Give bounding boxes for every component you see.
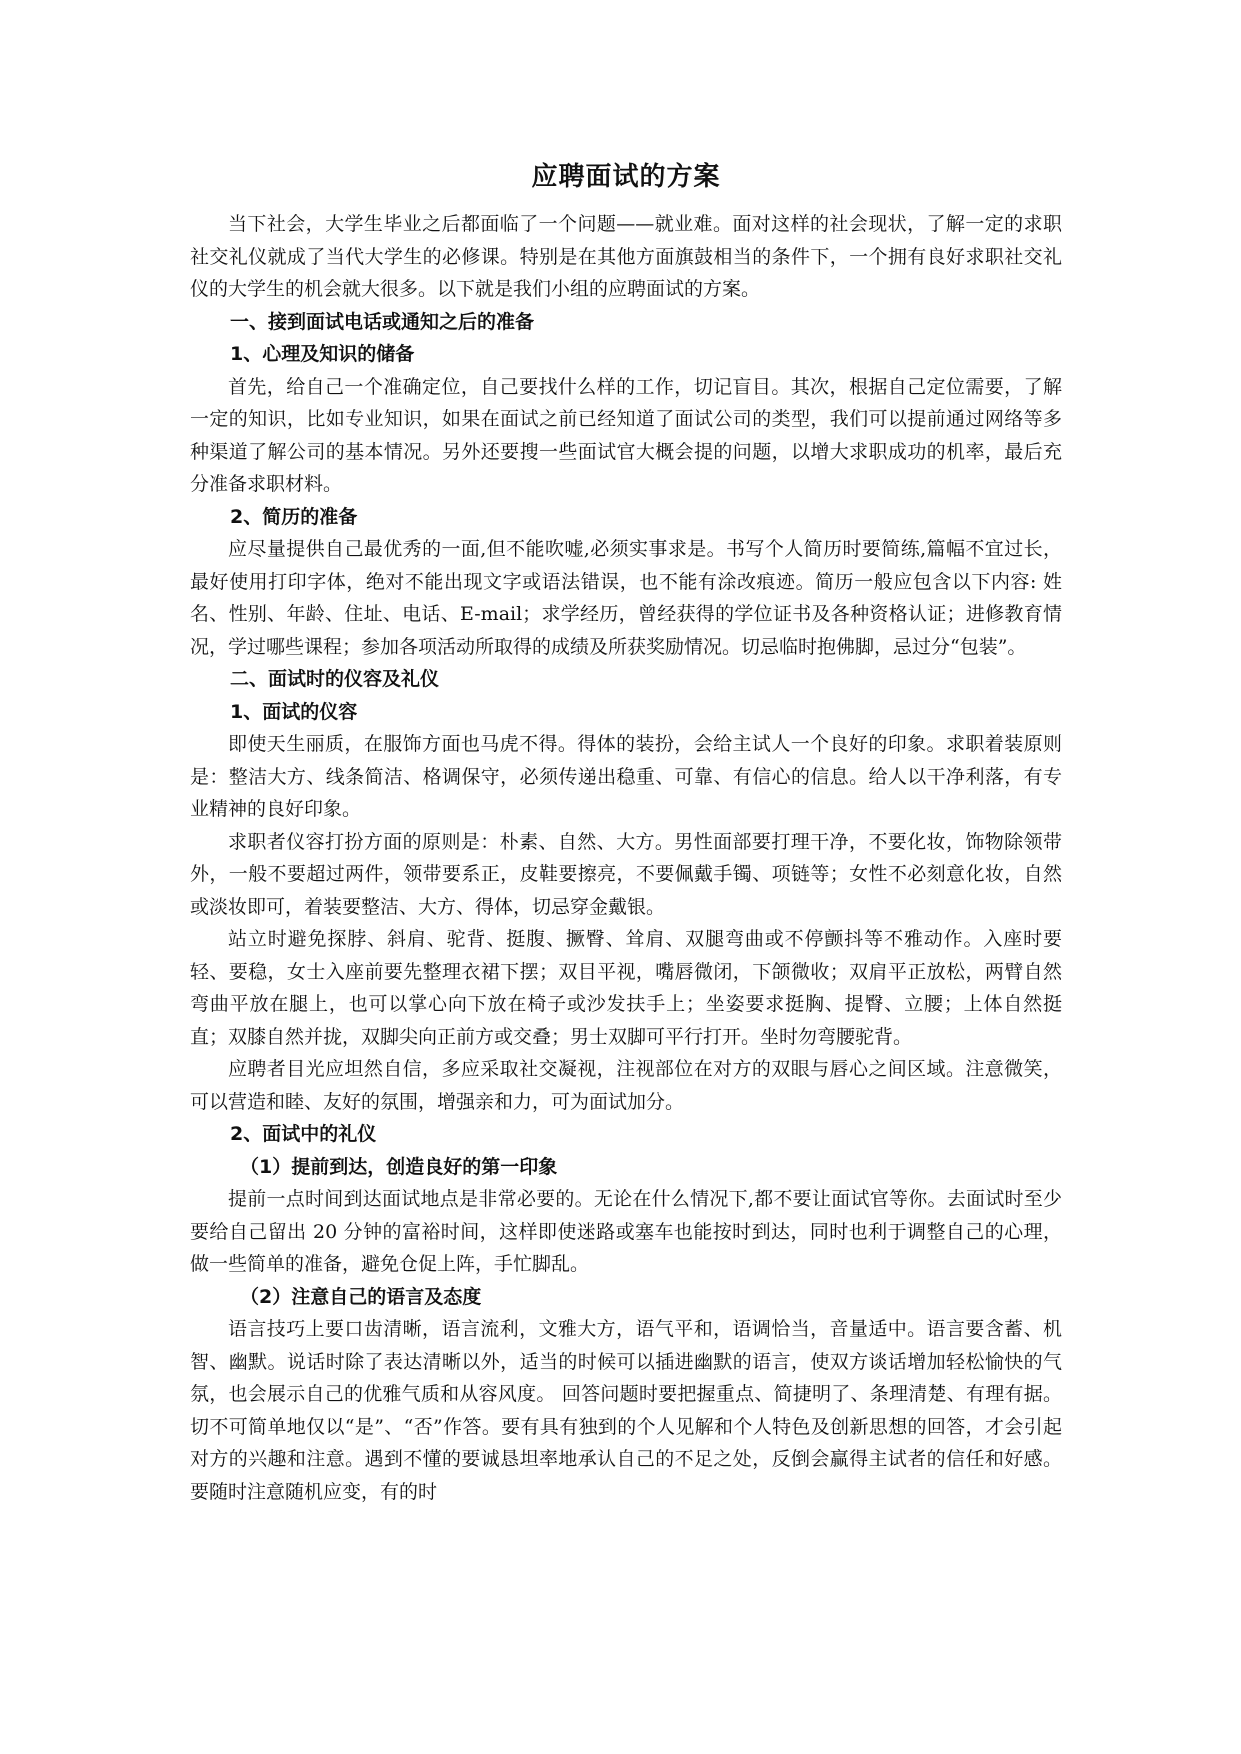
- document-title: 应聘面试的方案: [531, 162, 721, 192]
- point-heading-2: （2）注意自己的语言及态度: [240, 1285, 482, 1308]
- paragraph-preparation: 首先，给自己一个准确定位，自己要找什么样的工作，切记盲目。其次，根据自己定位需要，了解一定的知识，比如专业知识，如果在面试之前已经知道了面试公司的类型，我们可以提前通过网络等多种渠道了解公司的基本情况。另外还要搜一些面试官大概会提的问题，以增大求职成功的机率，最后充分准备求职材料。: [190, 375, 1062, 495]
- subsection-heading-1-1: 1、心理及知识的储备: [230, 343, 415, 365]
- paragraph-attire: 即使天生丽质，在服饰方面也马虎不得。得体的装扮，会给主试人一个良好的印象。求职着装原则是：整洁大方、线条简洁、格调保守，必须传递出稳重、可靠、有信心的信息。给人以干净利落，有专业精神的良好印象。: [190, 733, 1062, 820]
- document-body: [190, 208, 1062, 1508]
- paragraph-eye-contact: 应聘者目光应坦然自信，多应采取社交凝视，注视部位在对方的双眼与唇心之间区域。注意微笑，可以营造和睦、友好的氛围，增强亲和力，可为面试加分。: [190, 1058, 1062, 1113]
- document-page: [190, 160, 1062, 1508]
- paragraph-intro: 当下社会，大学生毕业之后都面临了一个问题——就业难。面对这样的社会现状，了解一定的求职社交礼仪就成了当代大学生的必修课。特别是在其他方面旗鼓相当的条件下，一个拥有良好求职社交礼仪的大学生的机会就大很多。以下就是我们小组的应聘面试的方案。: [190, 213, 1062, 300]
- section-heading-1: 一、接到面试电话或通知之后的准备: [230, 310, 535, 333]
- subsection-heading-1-2: 2、简历的准备: [230, 505, 358, 528]
- paragraph-posture: 站立时避免探脖、斜肩、驼背、挺腹、撅臀、耸肩、双腿弯曲或不停颤抖等不雅动作。入座时要轻、要稳，女士入座前要先整理衣裙下摆；双目平视，嘴唇微闭，下颌微收；双肩平正放松，两臂自然弯曲平放在腿上，也可以掌心向下放在椅子或沙发扶手上；坐姿要求挺胸、提臀、立腰；上体自然挺直；双膝自然并拢，双脚尖向正前方或交叠；男士双脚可平行打开。坐时勿弯腰驼背。: [190, 928, 1062, 1048]
- paragraph-language: 语言技巧上要口齿清晰，语言流利，文雅大方，语气平和，语调恰当，音量适中。语言要含蓄、机智、幽默。说话时除了表达清晰以外，适当的时候可以插进幽默的语言，使双方谈话增加轻松愉快的气氛，也会展示自己的优雅气质和从容风度。 回答问题时要把握重点、简捷明了、条理清楚、有理有据。切不可简单地仅以“是”、“否”作答。要有具有独到的个人见解和个人特色及创新思想的回答，才会引起对方的兴趣和注意。遇到不懂的要诚恳坦率地承认自己的不足之处，反倒会赢得主试者的信任和好感。要随时注意随机应变，有的时: [190, 1318, 1062, 1503]
- paragraph-arrive-early: 提前一点时间到达面试地点是非常必要的。无论在什么情况下,都不要让面试官等你。去面试时至少要给自己留出 20 分钟的富裕时间，这样即使迷路或塞车也能按时到达，同时也利于调整自己的心理，做一些简单的准备，避免仓促上阵，手忙脚乱。: [190, 1188, 1062, 1275]
- subsection-heading-2-1: 1、面试的仪容: [230, 700, 358, 723]
- section-heading-2: 二、面试时的仪容及礼仪: [230, 668, 440, 690]
- subsection-heading-2-2: 2、面试中的礼仪: [230, 1123, 377, 1145]
- paragraph-grooming: 求职者仪容打扮方面的原则是：朴素、自然、大方。男性面部要打理干净，不要化妆，饰物除领带外，一般不要超过两件，领带要系正，皮鞋要擦亮，不要佩戴手镯、项链等；女性不必刻意化妆，自然或淡妆即可，着装要整洁、大方、得体，切忌穿金戴银。: [190, 830, 1062, 918]
- paragraph-resume: 应尽量提供自己最优秀的一面,但不能吹嘘,必须实事求是。书写个人简历时要简练,篇幅不宜过长，最好使用打印字体，绝对不能出现文字或语法错误，也不能有涂改痕迹。简历一般应包含以下内容: 姓名、性别、年龄、住址、电话、E-mail；求学经历，曾经获得的学位证书及各种资格认证；进修教育情况，学过哪些课程；参加各项活动所取得的成绩及所获奖励情况。切忌临时抱佛脚，忌过分“包装”。: [190, 538, 1062, 658]
- point-heading-1: （1）提前到达，创造良好的第一印象: [240, 1155, 558, 1178]
